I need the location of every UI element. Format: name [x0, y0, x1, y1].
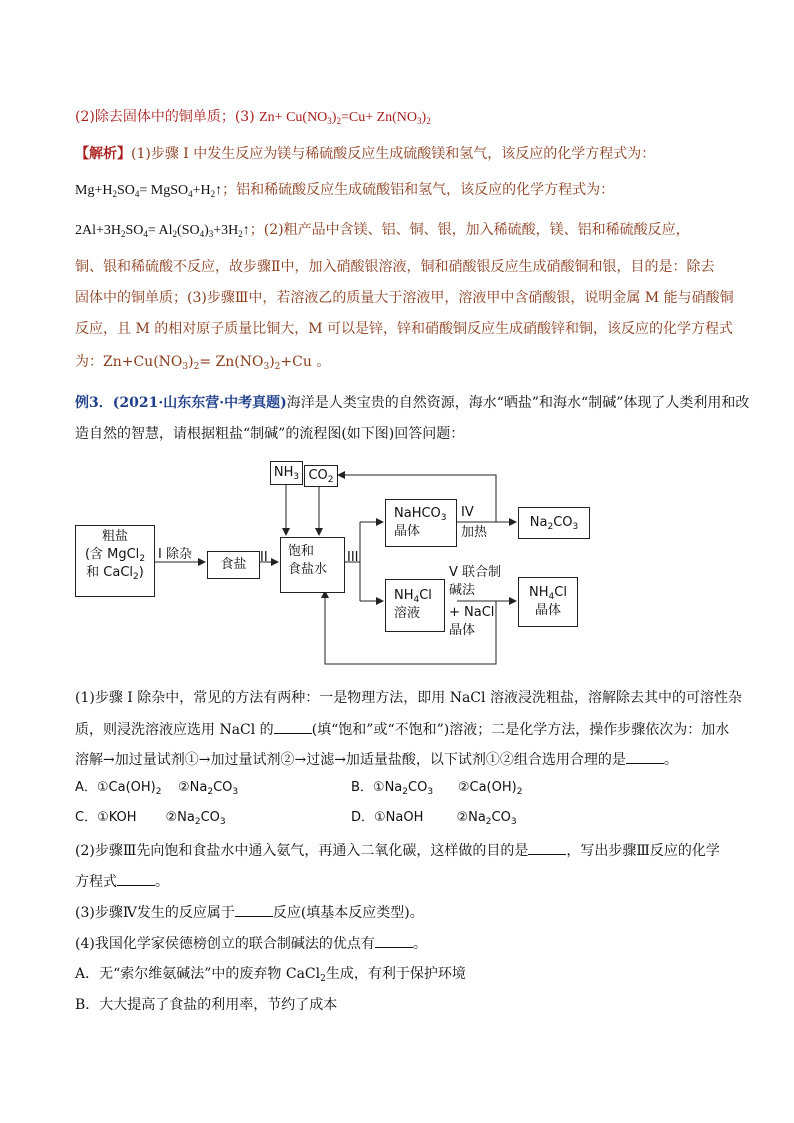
step-2-label: II	[260, 550, 268, 565]
analysis-tag: 【解析】	[75, 146, 131, 162]
step-4-heat-label: 加热	[461, 525, 488, 540]
nh3-box: $NH_3$	[270, 461, 303, 485]
example-label: 例3．	[75, 395, 113, 411]
q2-line-1: (2)步骤Ⅲ先向饱和食盐水中通入氨气，再通入二氧化碳，这样做的目的是 ，写出步骤Ⅲ反应的化学	[75, 840, 720, 861]
analysis-line-7: 为：$Zn+Cu(NO_3)_2= Zn(NO_3)_2+Cu$ 。	[75, 354, 331, 372]
q4-option-a: A．无“索尔维氨碱法”中的废弃物 CaCl$_2$生成，有利于保护环境	[75, 966, 466, 984]
step-1-label: I 除杂	[158, 547, 192, 562]
nahco3-box: NaHCO$_3$ 晶体	[385, 499, 457, 547]
q4-option-b: B．大大提高了食盐的利用率，节约了成本	[75, 997, 338, 1013]
q1-line-2: 质，则浸洗溶液应选用 NaCl 的 (填“饱和”或“不饱和”)溶液；二是化学方法，操作步骤依次为：加水	[75, 719, 729, 740]
step-3-label: III	[347, 550, 359, 565]
answer-blank[interactable]	[626, 749, 664, 764]
step-5-method-label: 碱法	[449, 583, 476, 598]
answer-equation: $Zn+ Cu(NO_3)_2=Cu+ Zn(NO_3)_2$	[259, 110, 431, 126]
q2-line-2: 方程式 。	[75, 871, 169, 892]
answer-blank[interactable]	[274, 719, 312, 734]
q1-line-1: (1)步骤 I 除杂中，常见的方法有两种：一是物理方法，即用 NaCl 溶液浸洗粗盐，溶解除去其中的可溶性杂	[75, 690, 742, 706]
answer-blank[interactable]	[235, 902, 273, 917]
option-d: D．①NaOH $②Na_2CO_3$	[351, 810, 517, 827]
answer-text: (2)除去固体中的铜单质；(3)	[75, 109, 260, 125]
table-salt-box: 食盐	[207, 551, 260, 579]
option-b: B．$①Na_2CO_3$ $②Ca(OH)_2$	[351, 780, 523, 797]
flowchart	[70, 455, 630, 670]
previous-answer-line	[75, 107, 431, 128]
crude-salt-box: 粗盐 (含 MgCl$_2$ 和 CaCl$_2$)	[75, 525, 155, 597]
q3-line: (3)步骤Ⅳ发生的反应属于 反应(填基本反应类型)。	[75, 902, 424, 923]
analysis-line-5: 固体中的铜单质；(3)步骤Ⅲ中，若溶液乙的质量大于溶液甲，溶液甲中含硝酸银，说明金属 M 能与硝酸铜	[75, 290, 734, 306]
analysis-line-6: 反应，且 M 的相对原子质量比铜大，M 可以是锌，锌和硝酸铜反应生成硝酸锌和铜，该反应的化学方程式	[75, 321, 734, 337]
example-line-1: 例3．(2021·山东东营·中考真题)海洋是人类宝贵的自然资源，海水“晒盐”和海水“制碱”体现了人类利用和改	[75, 395, 750, 411]
saturated-brine-box: 饱和 食盐水	[280, 537, 345, 593]
na2co3-box: $Na_2CO_3$	[518, 507, 590, 539]
step-5-crystal-label: 晶体	[449, 623, 476, 638]
co2-box: $CO_2$	[304, 465, 338, 487]
answer-blank[interactable]	[375, 933, 413, 948]
answer-blank[interactable]	[117, 871, 155, 886]
option-c: C．①KOH $②Na_2CO_3$	[75, 810, 226, 827]
step-5-label: V 联合制	[449, 565, 502, 580]
example-line-2: 造自然的智慧，请根据粗盐“制碱”的流程图(如下图)回答问题：	[75, 426, 465, 442]
nh4cl-solution-box: $NH_4Cl$ 溶液	[385, 579, 445, 632]
analysis-line-4: 铜、银和稀硫酸不反应，故步骤Ⅱ中，加入硝酸银溶液，铜和硝酸银反应生成硝酸铜和银，目的是：除去	[75, 259, 715, 275]
nh4cl-crystal-box: $NH_4Cl$ 晶体	[518, 577, 578, 627]
q4-line: (4)我国化学家侯德榜创立的联合制碱法的优点有 。	[75, 933, 427, 954]
option-a: A．$①Ca(OH)_2$ $②Na_2CO_3$	[75, 780, 239, 797]
equation-al: $2Al+3H_2SO_4=$ $Al_2(SO_4)_3+3H_2↑$	[75, 223, 250, 239]
analysis-line-2: $Mg+H_2SO_4=$ $MgSO_4+H_2↑$；铝和稀硫酸反应生成硫酸铝和氢气，该反应的化学方程式为：	[75, 182, 615, 199]
analysis-line-1: 【解析】(1)步骤 I 中发生反应为镁与稀硫酸反应生成硫酸镁和氢气，该反应的化学方程式为：	[75, 146, 656, 162]
analysis-line-3: $2Al+3H_2SO_4=$ $Al_2(SO_4)_3+3H_2↑$；(2)粗产品中含镁、铝、铜、银，加入稀硫酸，镁、铝和稀硫酸反应，	[75, 222, 690, 239]
step-5-nacl-label: + NaCl	[449, 605, 495, 620]
answer-blank[interactable]	[528, 840, 566, 855]
example-source: (2021·山东东营·中考真题)	[112, 395, 287, 411]
equation-mg: $Mg+H_2SO_4=$ $MgSO_4+H_2↑$	[75, 183, 223, 199]
step-4-label: IV	[461, 505, 474, 520]
q1-line-3: 溶解→加过量试剂①→加过量试剂②→过滤→加适量盐酸，以下试剂①②组合选用合理的是 。	[75, 749, 678, 770]
